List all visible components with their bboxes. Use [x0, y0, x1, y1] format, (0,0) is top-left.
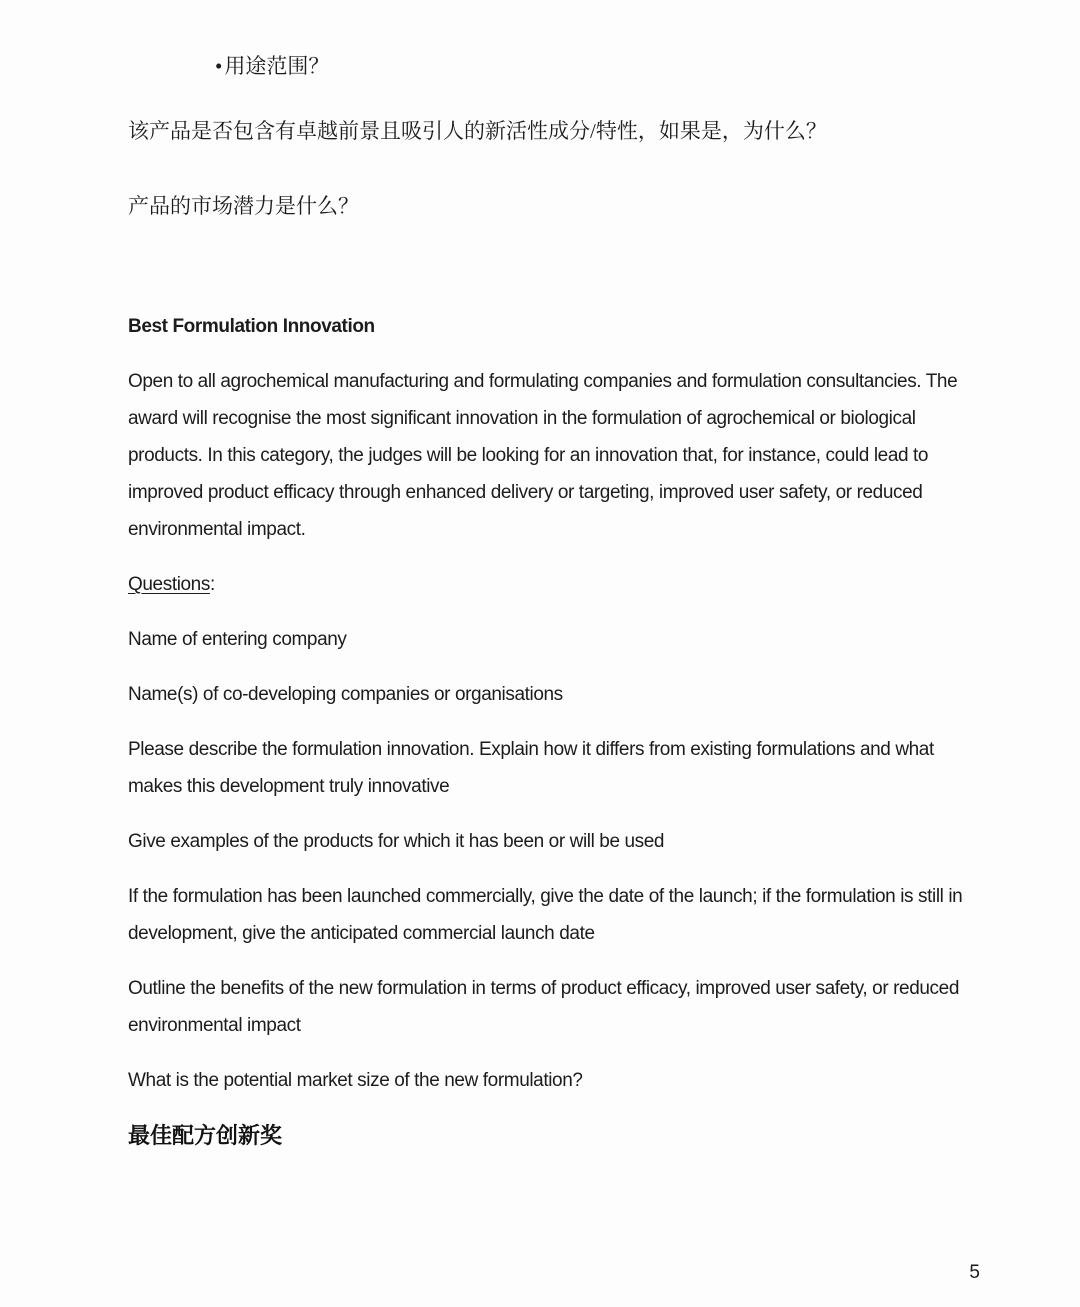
cn-question-2: 产品的市场潜力是什么？	[128, 194, 359, 218]
question-item-entering-company: Name of entering company	[128, 629, 347, 650]
question-item-launch-date: If the formulation has been launched commercially, give the date of the launch; if the formulation is still in development, give the anticipated commercial launch date	[128, 886, 963, 944]
question-item-market-size: What is the potential market size of the new formulation?	[128, 1070, 583, 1091]
cn-question-1: 该产品是否包含有卓越前景且吸引人的新活性成分/特性，如果是，为什么？	[128, 119, 827, 143]
questions-label-colon: :	[209, 574, 215, 595]
questions-label-text: Questions	[128, 574, 210, 595]
questions-label	[128, 566, 992, 603]
section-heading: Best Formulation Innovation	[128, 316, 375, 337]
question-item-codeveloping-companies: Name(s) of co-developing companies or organisations	[128, 684, 563, 705]
question-item-describe-innovation: Please describe the formulation innovation. Explain how it differs from existing formulations and what makes this development truly innovative	[128, 739, 934, 797]
question-item-product-examples: Give examples of the products for which it has been or will be used	[128, 831, 665, 852]
bullet-item	[128, 48, 992, 85]
bullet-item-text: 用途范围？	[224, 54, 330, 78]
question-item-benefits: Outline the benefits of the new formulation in terms of product efficacy, improved user safety, or reduced environmental impact	[128, 978, 959, 1036]
cn-section-heading: 最佳配方创新奖	[128, 1123, 283, 1148]
bullet-icon: •	[215, 54, 223, 78]
page-number: 5	[969, 1262, 980, 1283]
intro-paragraph: Open to all agrochemical manufacturing and formulating companies and formulation consultancies. The award will recognise the most significant innovation in the formulation of agrochemical or biological products. In this category, the judges will be looking for an innovation that, for instance, could lead to improved product efficacy through enhanced delivery or targeting, improved user safety, or reduced environmental impact.	[128, 371, 958, 540]
